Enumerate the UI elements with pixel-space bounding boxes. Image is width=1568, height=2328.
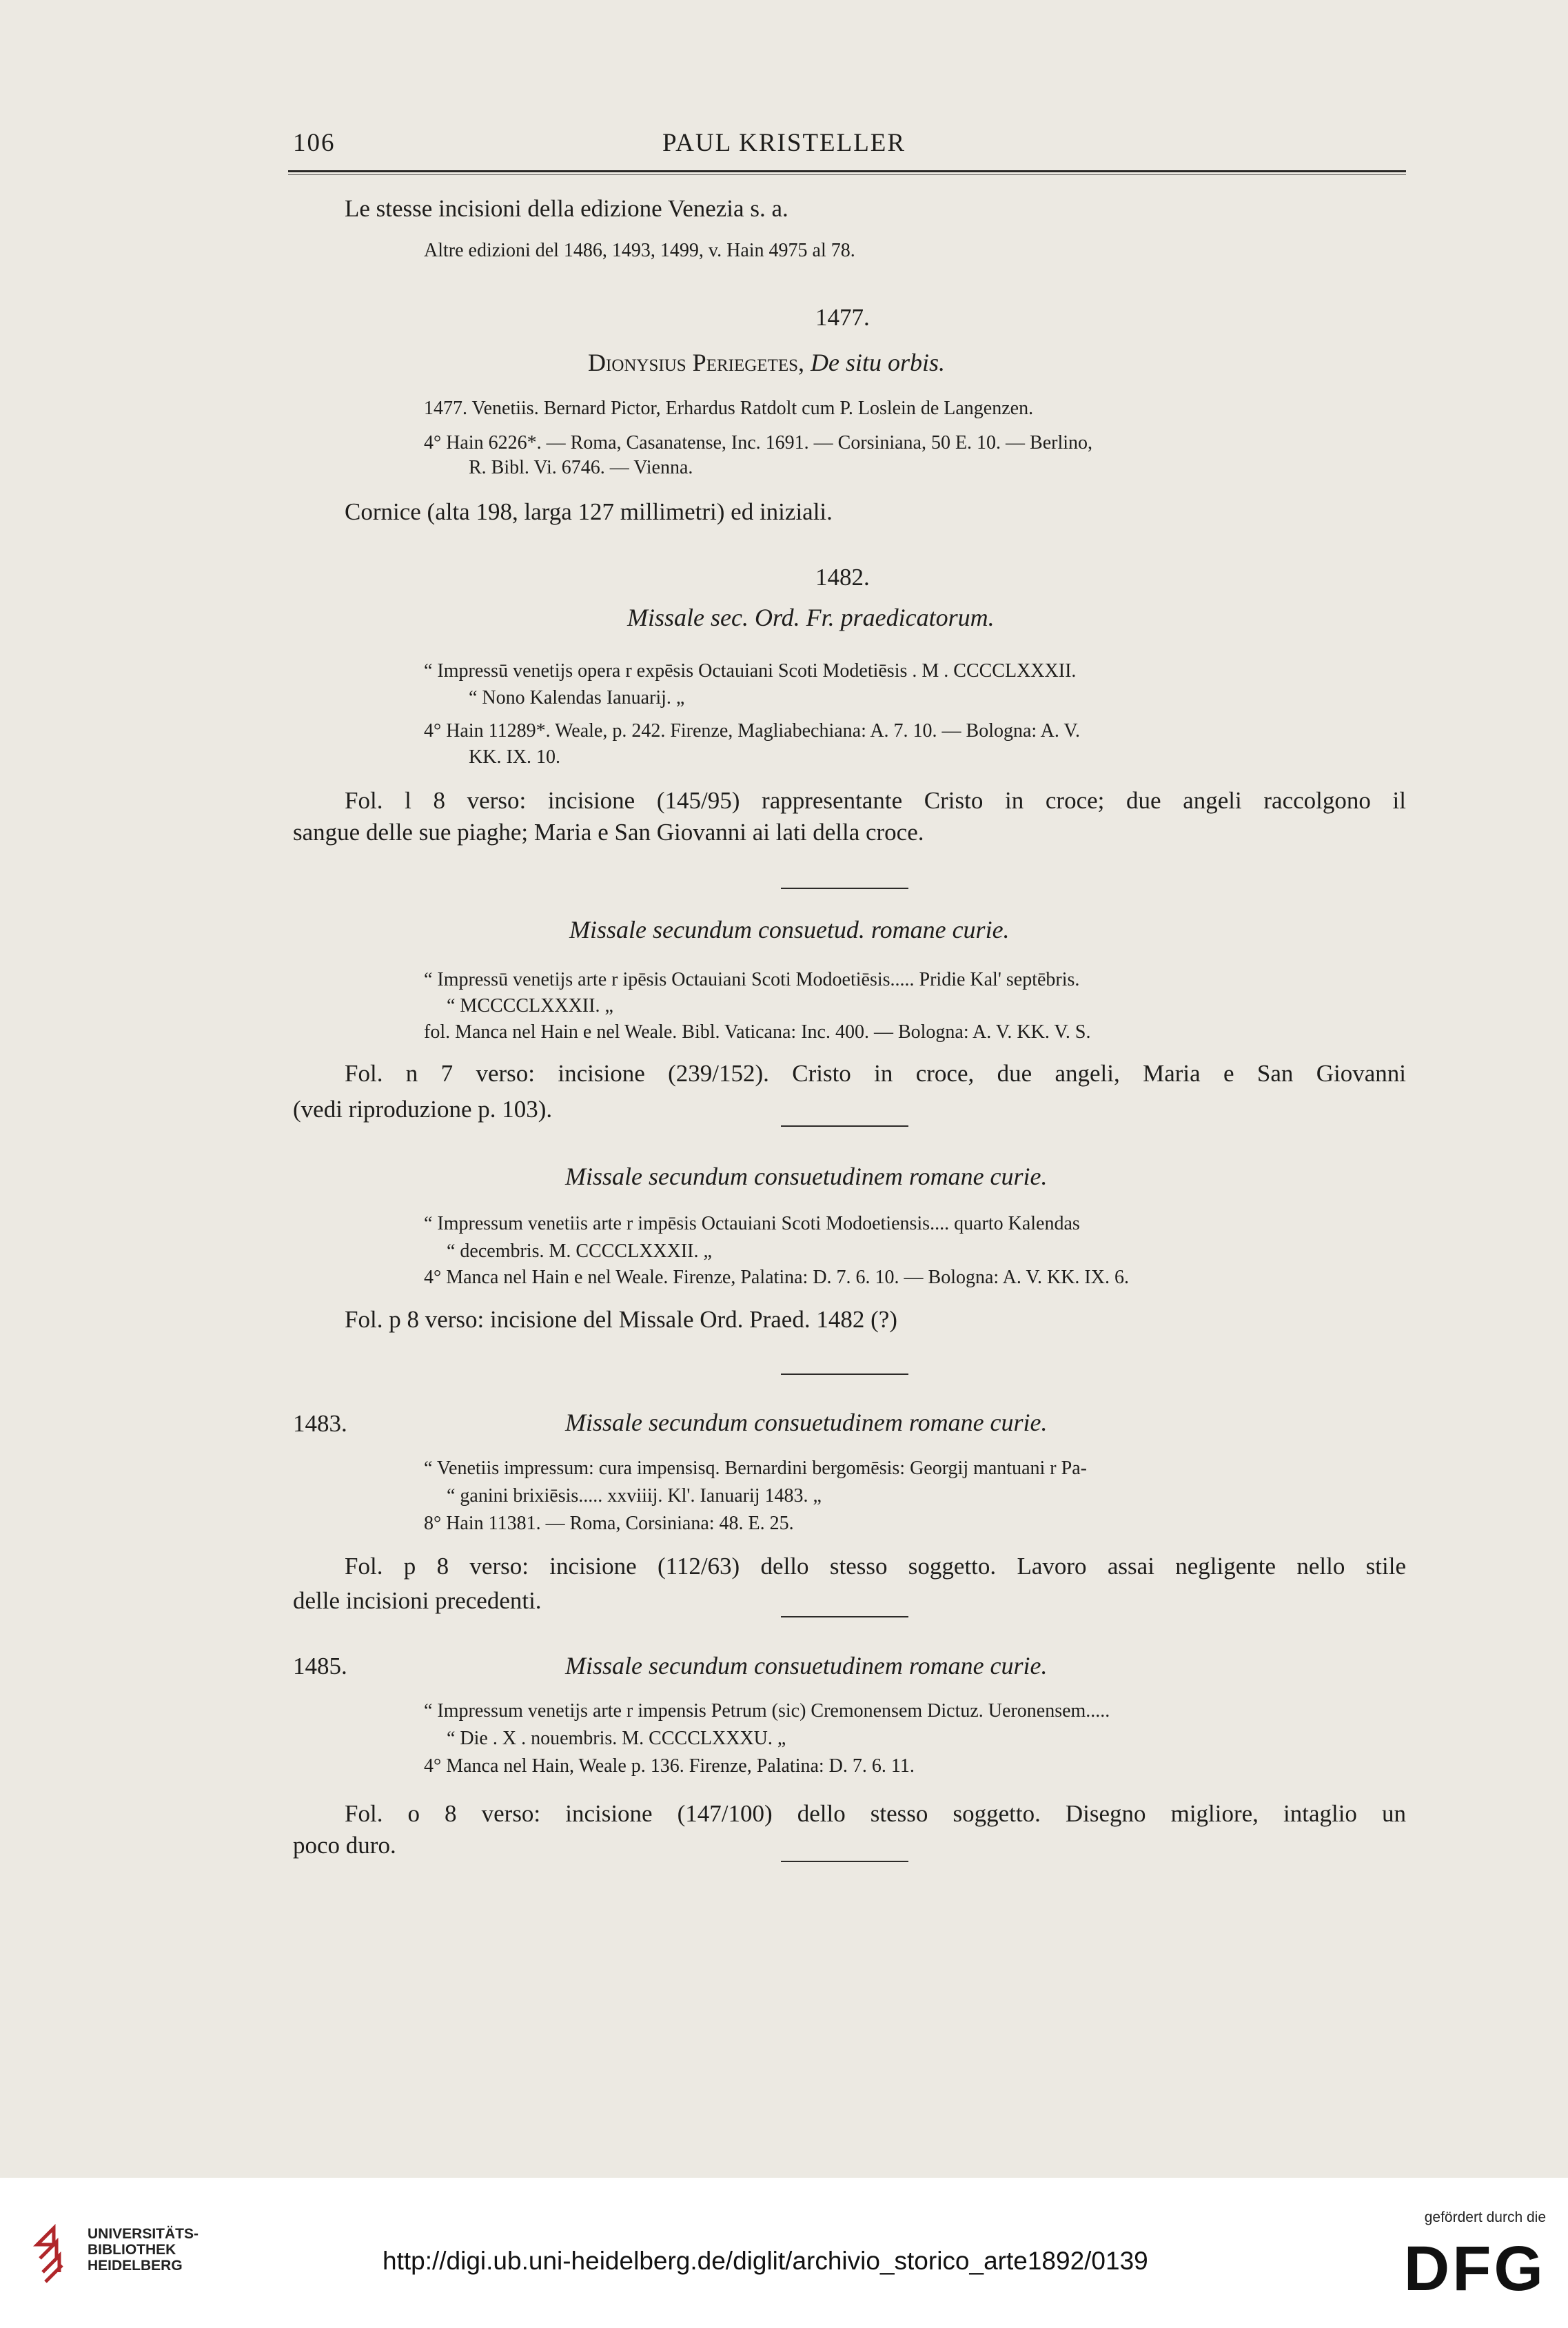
bibliographic-note: fol. Manca nel Hain e nel Weale. Bibl. Vaticana: Inc. 400. — Bologna: A. V. KK. V. S. (424, 1021, 1091, 1043)
entry-year: 1485. (293, 1653, 347, 1679)
entry-title: Missale secundum consuetudinem romane curie. (565, 1652, 1048, 1679)
bibliographic-note: “ Venetiis impressum: cura impensisq. Bernardini bergomēsis: Georgij mantuani r Pa- (424, 1458, 1087, 1479)
funding-text: gefördert durch die (1424, 2209, 1546, 2225)
page-number: 106 (293, 129, 336, 157)
body-text: Fol. p 8 verso: incisione del Missale Ord. Praed. 1482 (?) (345, 1306, 897, 1333)
body-text: poco duro. (293, 1832, 396, 1859)
dfg-logo: DFG (1403, 2234, 1546, 2304)
running-title: PAUL KRISTELLER (662, 129, 906, 157)
entry-title: Missale secundum consuetudinem romane curie. (565, 1163, 1048, 1190)
title-author: Dionysius Periegetes, (588, 349, 805, 376)
entry-title: Missale sec. Ord. Fr. praedicatorum. (627, 604, 995, 631)
entry-year: 1483. (293, 1410, 347, 1437)
library-logo-icon (33, 2224, 79, 2283)
library-name-line: HEIDELBERG (88, 2258, 183, 2274)
bibliographic-note: Altre edizioni del 1486, 1493, 1499, v. Hain 4975 al 78. (424, 240, 855, 261)
bibliographic-note: “ MCCCCLXXXII. „ (447, 995, 613, 1017)
bibliographic-note: “ Impressū venetijs arte r ipēsis Octauiani Scoti Modoetiēsis..... Pridie Kal' septēbris. (424, 969, 1080, 990)
bibliographic-note: 8° Hain 11381. — Roma, Corsiniana: 48. E. 25. (424, 1513, 794, 1534)
library-name (88, 2226, 198, 2274)
section-separator (781, 1125, 908, 1127)
bibliographic-note: “ Impressum venetijs arte r impensis Petrum (sic) Cremonensem Dictuz. Ueronensem..... (424, 1700, 1110, 1722)
bibliographic-note: 4° Manca nel Hain, Weale p. 136. Firenze, Palatina: D. 7. 6. 11. (424, 1755, 915, 1777)
bibliographic-note: “ Die . X . nouembris. M. CCCCLXXXU. „ (447, 1728, 786, 1749)
bibliographic-note: “ Impressū venetijs opera r expēsis Octauiani Scoti Modetiēsis . M . CCCCLXXXII. (424, 660, 1077, 682)
bibliographic-note: 4° Hain 6226*. — Roma, Casanatense, Inc. 1691. — Corsiniana, 50 E. 10. — Berlino, (424, 432, 1093, 453)
body-text: Le stesse incisioni della edizione Venezia s. a. (345, 195, 788, 222)
body-text: Cornice (alta 198, larga 127 millimetri) ed iniziali. (345, 498, 833, 525)
section-separator (781, 1374, 908, 1375)
library-name-line: UNIVERSITÄTS- (88, 2226, 199, 2242)
body-text: delle incisioni precedenti. (293, 1587, 542, 1614)
bibliographic-note: “ ganini brixiēsis..... xxviiij. Kl'. Ianuarij 1483. „ (447, 1485, 822, 1507)
header-rule-thin (288, 174, 1406, 175)
body-text: Fol. n 7 verso: incisione (239/152). Cristo in croce, due angeli, Maria e San Giovanni (345, 1060, 1406, 1087)
bibliographic-note: “ decembris. M. CCCCLXXXII. „ (447, 1240, 712, 1262)
entry-title: Missale secundum consuetud. romane curie. (569, 916, 1010, 943)
body-text: Fol. l 8 verso: incisione (145/95) rappresentante Cristo in croce; due angeli raccolgono il (345, 787, 1406, 814)
body-text: Fol. o 8 verso: incisione (147/100) dello stesso soggetto. Disegno migliore, intaglio un (345, 1800, 1406, 1827)
body-text: (vedi riproduzione p. 103). (293, 1096, 553, 1123)
section-separator (781, 888, 908, 889)
library-name-line: BIBLIOTHEK (88, 2242, 176, 2258)
entry-title (588, 348, 945, 377)
section-separator (781, 1616, 908, 1617)
bibliographic-note: “ Impressum venetiis arte r impēsis Octauiani Scoti Modoetiensis.... quarto Kalendas (424, 1213, 1080, 1234)
bibliographic-note: 4° Manca nel Hain e nel Weale. Firenze, Palatina: D. 7. 6. 10. — Bologna: A. V. KK. IX. 6. (424, 1267, 1129, 1288)
bibliographic-note: “ Nono Kalendas Ianuarij. „ (469, 687, 685, 708)
title-work: De situ orbis. (811, 349, 946, 376)
section-separator (781, 1861, 908, 1862)
body-text: sangue delle sue piaghe; Maria e San Giovanni ai lati della croce. (293, 819, 924, 846)
entry-year: 1482. (815, 564, 870, 591)
digitization-footer (0, 2178, 1568, 2328)
body-text: Fol. p 8 verso: incisione (112/63) dello stesso soggetto. Lavoro assai negligente nello stile (345, 1553, 1406, 1580)
source-url-link[interactable]: http://digi.ub.uni-heidelberg.de/diglit/archivio_storico_arte1892/0139 (383, 2247, 1148, 2275)
bibliographic-note: KK. IX. 10. (469, 746, 560, 768)
bibliographic-note: 1477. Venetiis. Bernard Pictor, Erhardus Ratdolt cum P. Loslein de Langenzen. (424, 398, 1034, 419)
header-rule (288, 170, 1406, 172)
entry-title: Missale secundum consuetudinem romane curie. (565, 1409, 1048, 1436)
entry-year: 1477. (815, 304, 870, 331)
bibliographic-note: R. Bibl. Vi. 6746. — Vienna. (469, 457, 693, 478)
bibliographic-note: 4° Hain 11289*. Weale, p. 242. Firenze, Magliabechiana: A. 7. 10. — Bologna: A. V. (424, 720, 1080, 742)
